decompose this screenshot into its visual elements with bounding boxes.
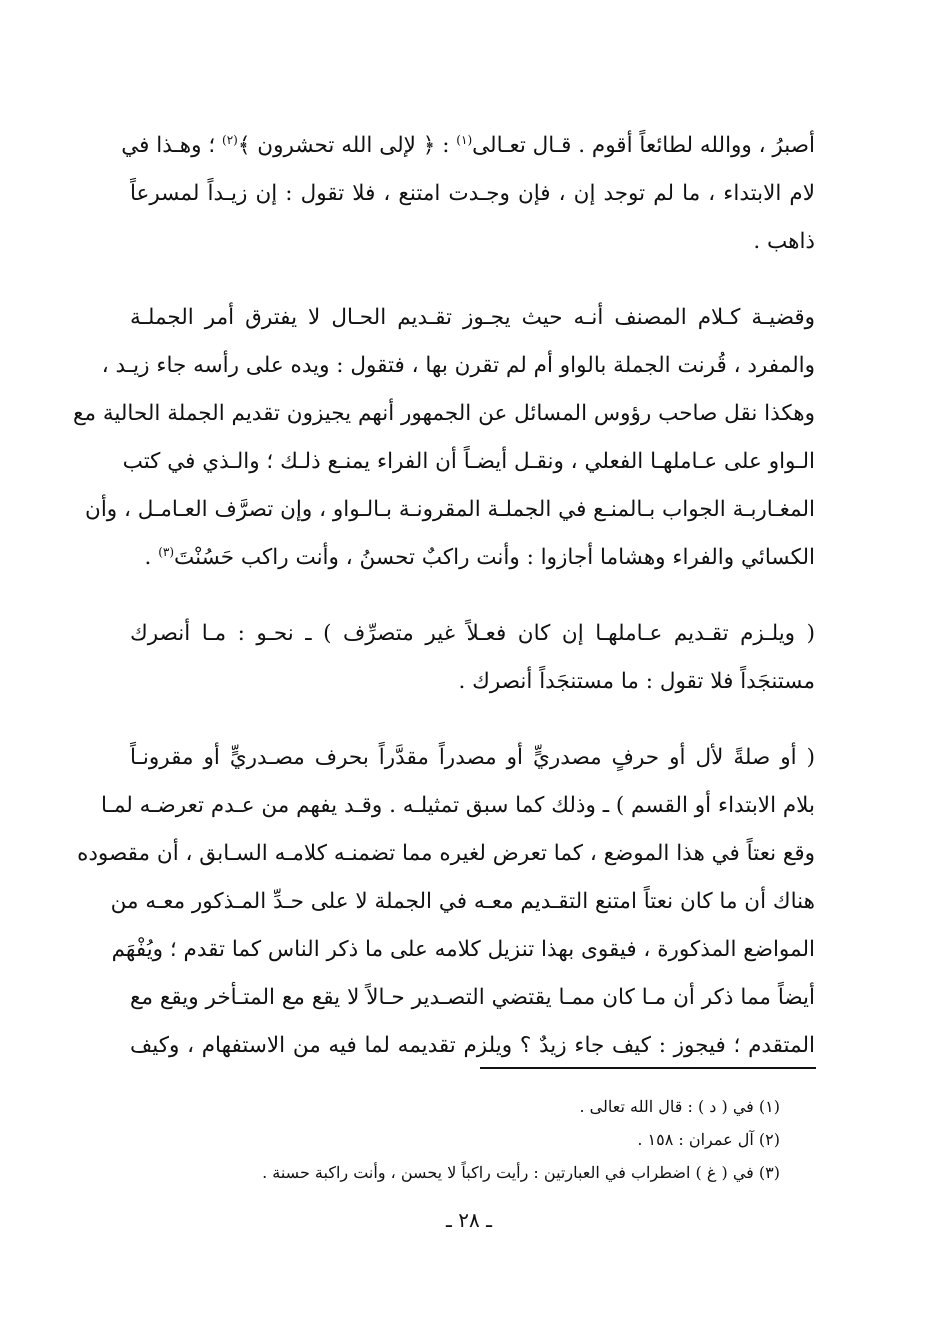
- text-line: مستنجَداً فلا تقول : ما مستنجَداً أنصرك .: [458, 669, 815, 694]
- footnote-ref-2: (٢): [222, 132, 238, 147]
- text-line: الـواو على عـاملهـا الفعلي ، ونقـل أيضـاً أن الفراء يمنـع ذلـك ؛ والـذي في كتب: [122, 449, 815, 474]
- text-line: المغـاربـة الجواب بـالمنـع في الجملـة المقرونـة بـالـواو ، وإن تصرَّف العـامـل ، وأن: [85, 497, 815, 522]
- text-line: بلام الابتداء أو القسم ) ـ وذلك كما سبق تمثيلـه . وقـد يفهم من عـدم تعرضـه لمـا: [101, 793, 815, 818]
- main-text: [73, 122, 815, 1070]
- text-line: ذاهب .: [753, 229, 815, 254]
- text-line: وقضيـة كـلام المصنف أنـه حيث يجـوز تقـديم الحـال لا يفترق أمر الجملـة: [130, 305, 815, 330]
- text-line: ( ويلـزم تقـديم عـاملهـا إن كان فعـلاً غير متصرِّف ) ـ نحـو : مـا أنصرك: [130, 621, 815, 646]
- footnote-ref-1: (١): [456, 132, 473, 147]
- text-line: وهكذا نقل صاحب رؤوس المسائل عن الجمهور أنهم يجيزون تقديم الجملة الحالية مع: [73, 401, 815, 426]
- footnote-3: (٣) في ( غ ) اضطراب في العبارتين : رأيت راكباً لا يحسن ، وأنت راكبة حسنة .: [262, 1163, 780, 1182]
- footnote-2: (٢) آل عمران : ١٥٨ .: [637, 1130, 780, 1149]
- footnote-1: (١) في ( د ) : قال الله تعالى .: [579, 1097, 780, 1116]
- paragraph-2: [73, 294, 815, 582]
- text-line: أصبرُ ، ووالله لطائعاً أقوم . قـال تعـالى$^{(١)}$ : ﴿ لإلى الله تحشرون ﴾$^{(٢)}$ ؛ وهـذا في: [121, 132, 815, 158]
- text-line: المتقدم ؛ فيجوز : كيف جاء زيدٌ ؟ ويلزم تقديمه لما فيه من الاستفهام ، وكيف: [130, 1033, 815, 1058]
- text-line: وقع نعتاً في هذا الموضع ، كما تعرض لغيره مما تضمنـه كلامـه السـابق ، أن مقصوده: [77, 841, 815, 866]
- text-line: والمفرد ، قُرنت الجملة بالواو أم لم تقرن بها ، فتقول : ويده على رأسه جاء زيـد ،: [101, 353, 815, 378]
- page-number: ـ ٢٨ ـ: [446, 1208, 492, 1232]
- paragraph-4: [77, 734, 815, 1070]
- text-line: ( أو صلةً لأل أو حرفٍ مصدريٍّ أو مصدراً مقدَّراً بحرف مصـدريٍّ أو مقرونـاً: [130, 745, 815, 770]
- text-line: هناك أن ما كان نعتاً امتنع التقـديم معـه في الجملة لا على حـدِّ المـذكور معـه من: [110, 889, 815, 914]
- text-line: الكسائي والفراء وهشاما أجازوا : وأنت راكبٌ تحسنُ ، وأنت راكب حَسُنْتَ$^{(٣)}$ .: [144, 544, 815, 570]
- footnotes: [200, 1090, 780, 1189]
- text-line: لام الابتداء ، ما لم توجد إن ، فإن وجـدت امتنع ، فلا تقول : إن زيـداً لمسرعاً: [130, 181, 815, 206]
- paragraph-1: [121, 122, 815, 266]
- paragraph-3: [130, 610, 815, 706]
- text-line: أيضاً مما ذكر أن مـا كان ممـا يقتضي التصـدير حـالاً لا يقع مع المتـأخر ويقع مع: [130, 985, 815, 1010]
- footnote-ref-3: (٣): [158, 544, 175, 559]
- footnote-separator: [480, 1067, 816, 1069]
- text-line: المواضع المذكورة ، فيقوى بهذا تنزيل كلامه على ما ذكر الناس كما تقدم ؛ ويُفْهَم: [111, 937, 815, 962]
